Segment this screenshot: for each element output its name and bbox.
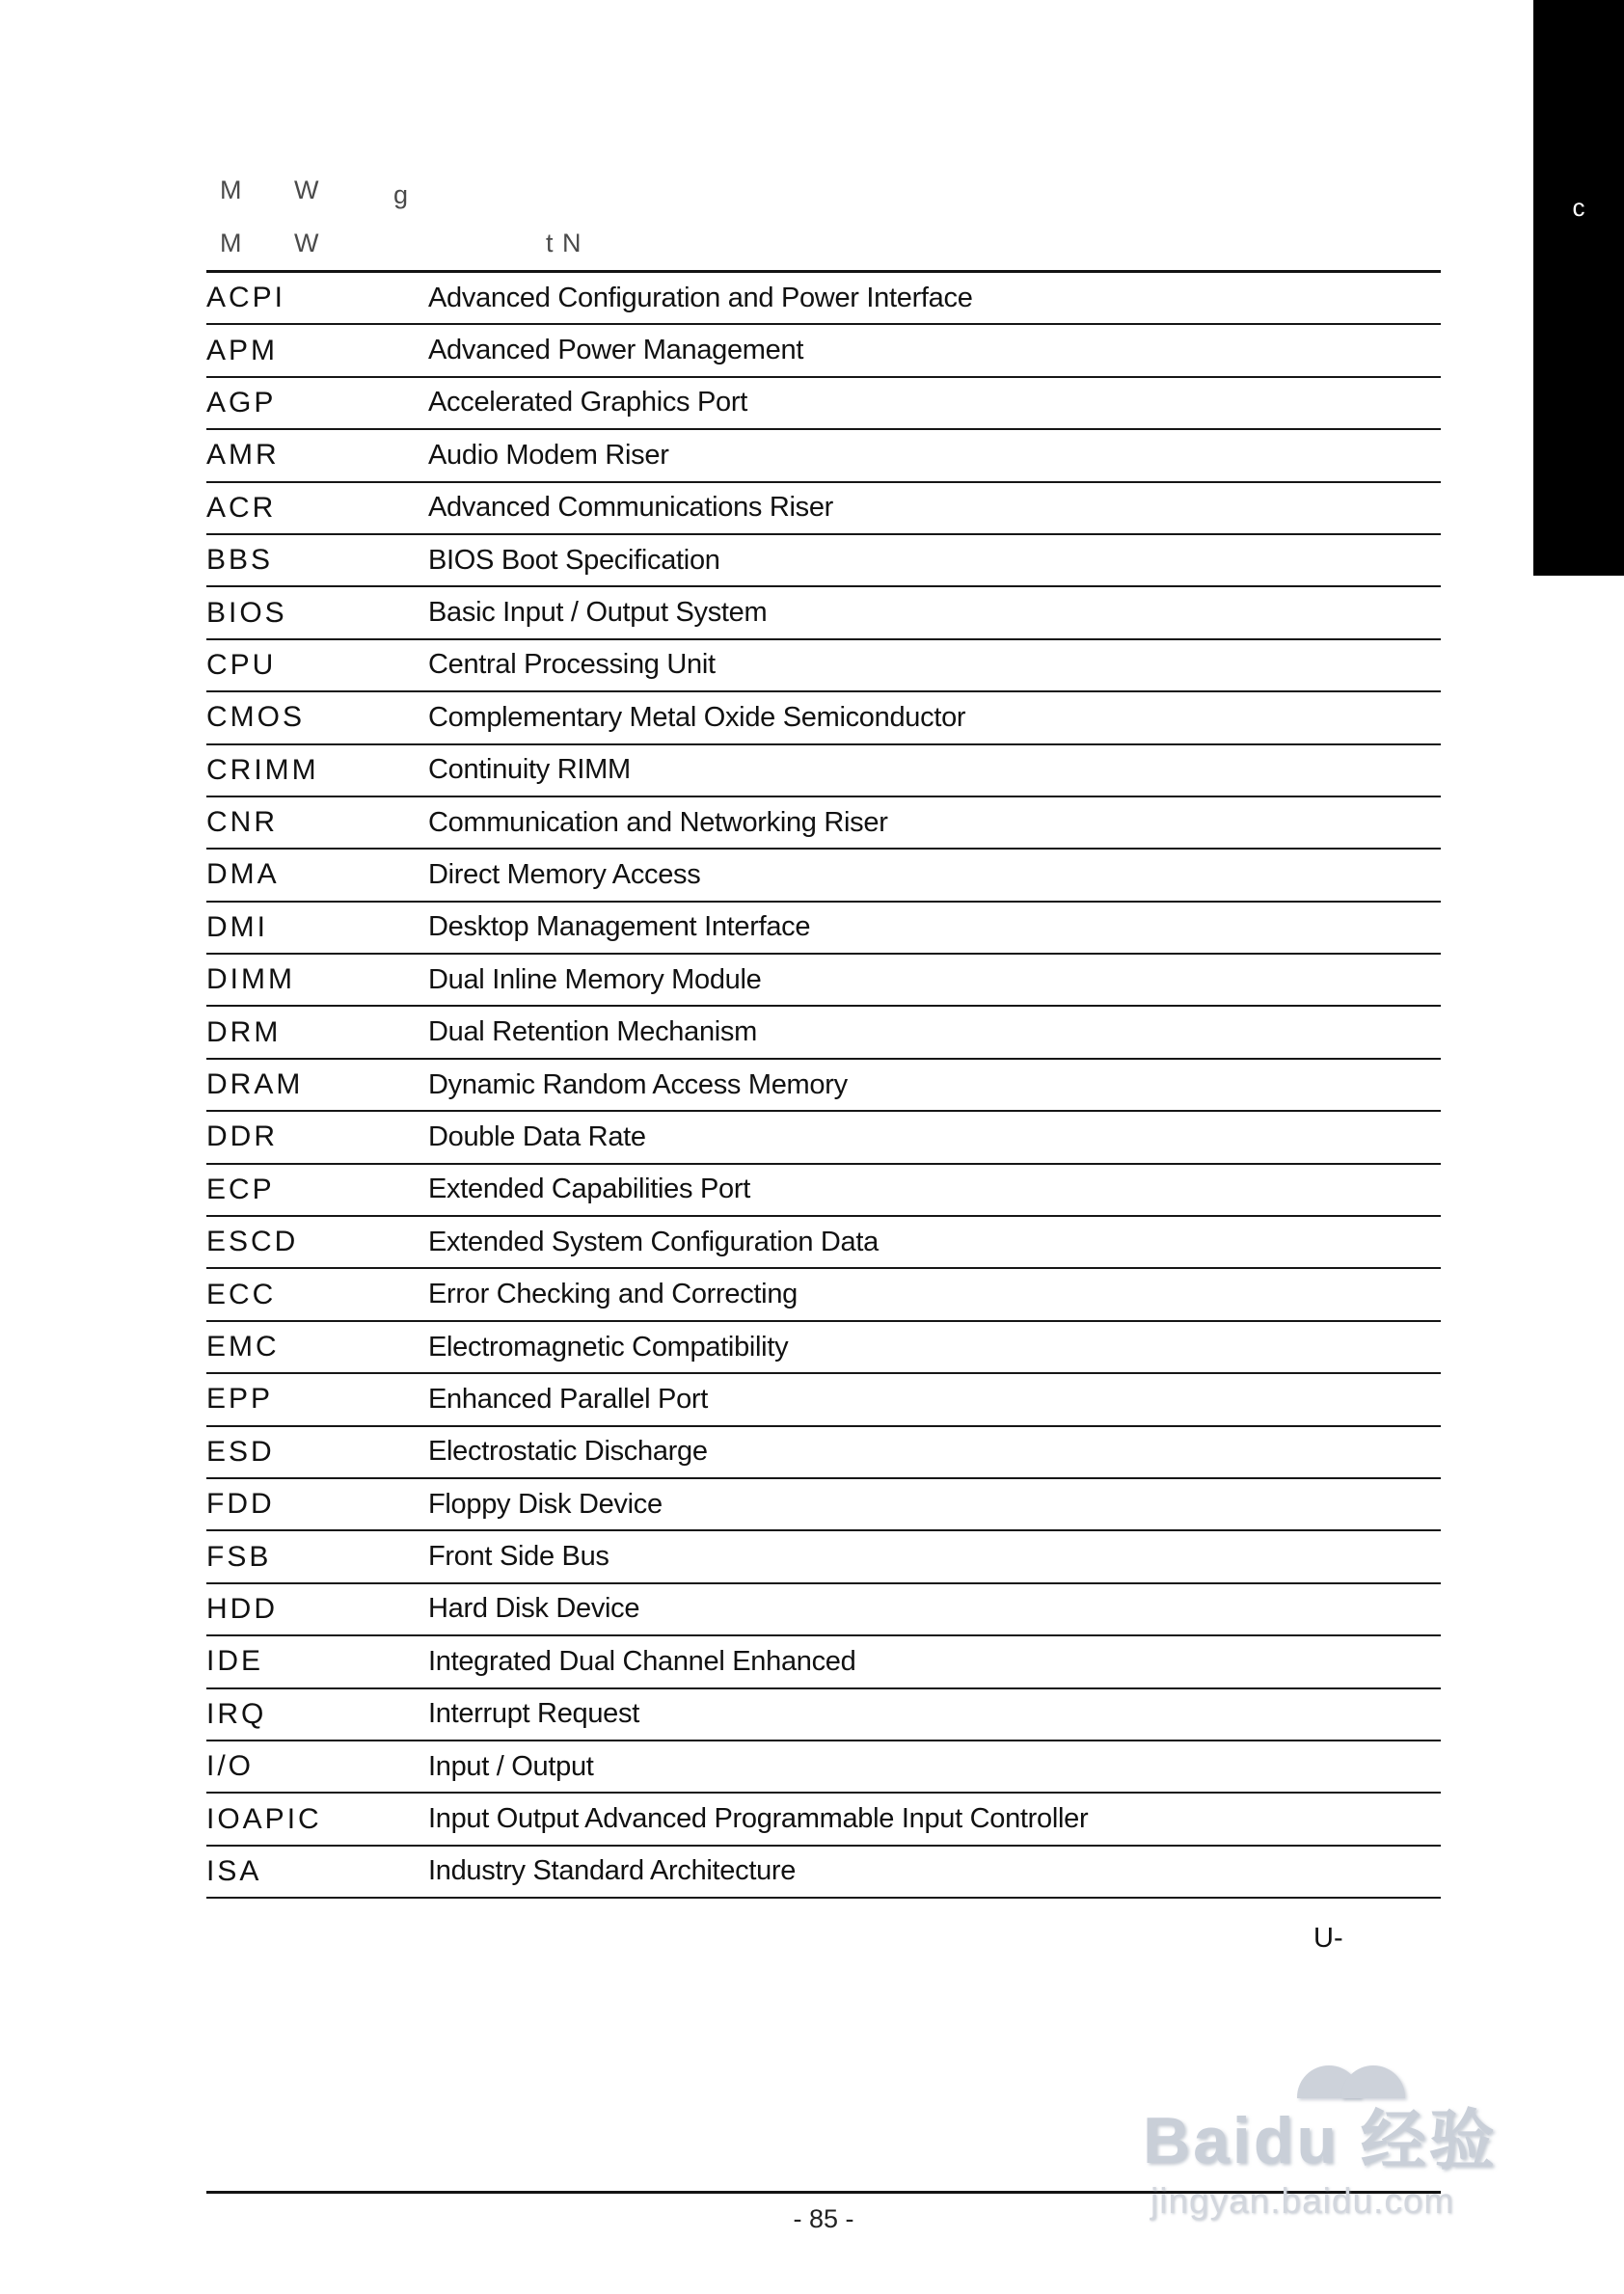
meaning-cell: Advanced Power Management bbox=[428, 335, 804, 366]
acronym-cell: EPP bbox=[206, 1383, 274, 1416]
table-row bbox=[206, 955, 1441, 1007]
acronym-table-body bbox=[206, 273, 1441, 1899]
meaning-cell: Interrupt Request bbox=[428, 1698, 639, 1730]
acronym-cell: EMC bbox=[206, 1331, 280, 1363]
table-row bbox=[206, 745, 1441, 797]
acronym-cell: BBS bbox=[206, 544, 274, 577]
watermark-url: jingyan.baidu.com bbox=[1150, 2181, 1455, 2221]
acronym-cell: IOAPIC bbox=[206, 1802, 322, 1835]
table-row bbox=[206, 378, 1441, 430]
meaning-cell: Communication and Networking Riser bbox=[428, 806, 888, 838]
meaning-cell: Industry Standard Architecture bbox=[428, 1855, 797, 1887]
table-row bbox=[206, 1112, 1441, 1164]
table-row bbox=[206, 1636, 1441, 1688]
header-fragment: M bbox=[220, 175, 243, 204]
acronym-cell: DRM bbox=[206, 1015, 282, 1048]
table-row bbox=[206, 1531, 1441, 1583]
meaning-cell: Complementary Metal Oxide Semiconductor bbox=[428, 701, 966, 733]
meaning-cell: Desktop Management Interface bbox=[428, 911, 811, 943]
table-row bbox=[206, 903, 1441, 955]
table-row bbox=[206, 1007, 1441, 1059]
table-row bbox=[206, 1217, 1441, 1269]
table-row bbox=[206, 1479, 1441, 1531]
table-row bbox=[206, 1374, 1441, 1426]
acronym-cell: BIOS bbox=[206, 596, 287, 629]
watermark-brand: Baidu 经验 bbox=[1143, 2104, 1498, 2177]
table-row bbox=[206, 850, 1441, 902]
page-number: - 85 - bbox=[793, 2204, 854, 2233]
acronym-cell: DMI bbox=[206, 910, 268, 943]
table-row bbox=[206, 1794, 1441, 1846]
acronym-cell: I/O bbox=[206, 1750, 255, 1783]
table-row bbox=[206, 325, 1441, 377]
meaning-cell: Direct Memory Access bbox=[428, 858, 701, 890]
table-row bbox=[206, 692, 1441, 744]
meaning-cell: Integrated Dual Channel Enhanced bbox=[428, 1645, 856, 1677]
table-row bbox=[206, 1847, 1441, 1899]
acronym-cell: HDD bbox=[206, 1592, 278, 1625]
acronym-cell: DRAM bbox=[206, 1068, 304, 1101]
acronym-cell: FSB bbox=[206, 1540, 272, 1573]
header-fragment: W bbox=[294, 229, 320, 257]
acronym-cell: DMA bbox=[206, 858, 280, 891]
table-row bbox=[206, 1322, 1441, 1374]
side-tab-label: c bbox=[1572, 193, 1585, 222]
meaning-cell: Accelerated Graphics Port bbox=[428, 387, 747, 418]
baidu-watermark bbox=[1143, 2064, 1615, 2276]
acronym-cell: DDR bbox=[206, 1120, 278, 1153]
meaning-cell: Advanced Configuration and Power Interface bbox=[428, 282, 973, 313]
acronym-cell: ISA bbox=[206, 1854, 262, 1887]
side-tab bbox=[1533, 0, 1624, 576]
acronym-cell: ESD bbox=[206, 1435, 275, 1468]
meaning-cell: Continuity RIMM bbox=[428, 754, 631, 786]
acronym-cell: CPU bbox=[206, 648, 277, 681]
table-row bbox=[206, 1165, 1441, 1217]
acronym-cell: AMR bbox=[206, 439, 280, 472]
acronym-cell: CNR bbox=[206, 806, 278, 839]
header-fragment: g bbox=[393, 180, 410, 209]
table-row bbox=[206, 1060, 1441, 1112]
meaning-cell: Electromagnetic Compatibility bbox=[428, 1331, 789, 1363]
table-row bbox=[206, 1689, 1441, 1741]
acronym-table bbox=[206, 270, 1441, 1899]
acronym-cell: ESCD bbox=[206, 1226, 299, 1258]
meaning-cell: Basic Input / Output System bbox=[428, 597, 768, 629]
table-row bbox=[206, 1427, 1441, 1479]
table-row bbox=[206, 483, 1441, 535]
meaning-cell: Advanced Communications Riser bbox=[428, 492, 834, 524]
table-row bbox=[206, 640, 1441, 692]
acronym-cell: AGP bbox=[206, 386, 277, 418]
meaning-cell: Input / Output bbox=[428, 1750, 594, 1782]
acronym-cell: APM bbox=[206, 334, 279, 366]
meaning-cell: Audio Modem Riser bbox=[428, 439, 669, 471]
acronym-cell: CRIMM bbox=[206, 753, 319, 786]
header-fragment: W bbox=[294, 175, 320, 204]
table-row bbox=[206, 1584, 1441, 1636]
header-fragment: t N bbox=[546, 229, 582, 257]
meaning-cell: Floppy Disk Device bbox=[428, 1488, 663, 1520]
acronym-cell: ECC bbox=[206, 1278, 277, 1310]
meaning-cell: Error Checking and Correcting bbox=[428, 1279, 798, 1310]
table-row bbox=[206, 797, 1441, 850]
table-row bbox=[206, 430, 1441, 482]
table-row bbox=[206, 1269, 1441, 1321]
table-row bbox=[206, 273, 1441, 325]
meaning-cell: Input Output Advanced Programmable Input Controller bbox=[428, 1803, 1089, 1835]
meaning-cell: Double Data Rate bbox=[428, 1120, 646, 1152]
header-fragment: M bbox=[220, 229, 243, 257]
acronym-cell: FDD bbox=[206, 1488, 275, 1521]
meaning-cell: Dynamic Random Access Memory bbox=[428, 1068, 848, 1100]
acronym-cell: DIMM bbox=[206, 963, 295, 996]
acronym-cell: IRQ bbox=[206, 1697, 267, 1730]
meaning-cell: Hard Disk Device bbox=[428, 1593, 640, 1625]
meaning-cell: Extended Capabilities Port bbox=[428, 1174, 750, 1205]
meaning-cell: Dual Inline Memory Module bbox=[428, 963, 762, 995]
meaning-cell: Front Side Bus bbox=[428, 1541, 609, 1573]
meaning-cell: BIOS Boot Specification bbox=[428, 544, 720, 576]
table-row bbox=[206, 1741, 1441, 1794]
stray-text: U- bbox=[1313, 1923, 1343, 1954]
meaning-cell: Central Processing Unit bbox=[428, 649, 716, 681]
acronym-cell: ECP bbox=[206, 1173, 275, 1205]
acronym-cell: IDE bbox=[206, 1645, 264, 1678]
meaning-cell: Enhanced Parallel Port bbox=[428, 1383, 709, 1415]
table-row bbox=[206, 535, 1441, 587]
acronym-cell: CMOS bbox=[206, 701, 305, 734]
acronym-cell: ACR bbox=[206, 491, 277, 524]
meaning-cell: Extended System Configuration Data bbox=[428, 1226, 879, 1257]
table-row bbox=[206, 587, 1441, 639]
acronym-cell: ACPI bbox=[206, 282, 286, 314]
meaning-cell: Electrostatic Discharge bbox=[428, 1436, 708, 1468]
meaning-cell: Dual Retention Mechanism bbox=[428, 1016, 757, 1048]
